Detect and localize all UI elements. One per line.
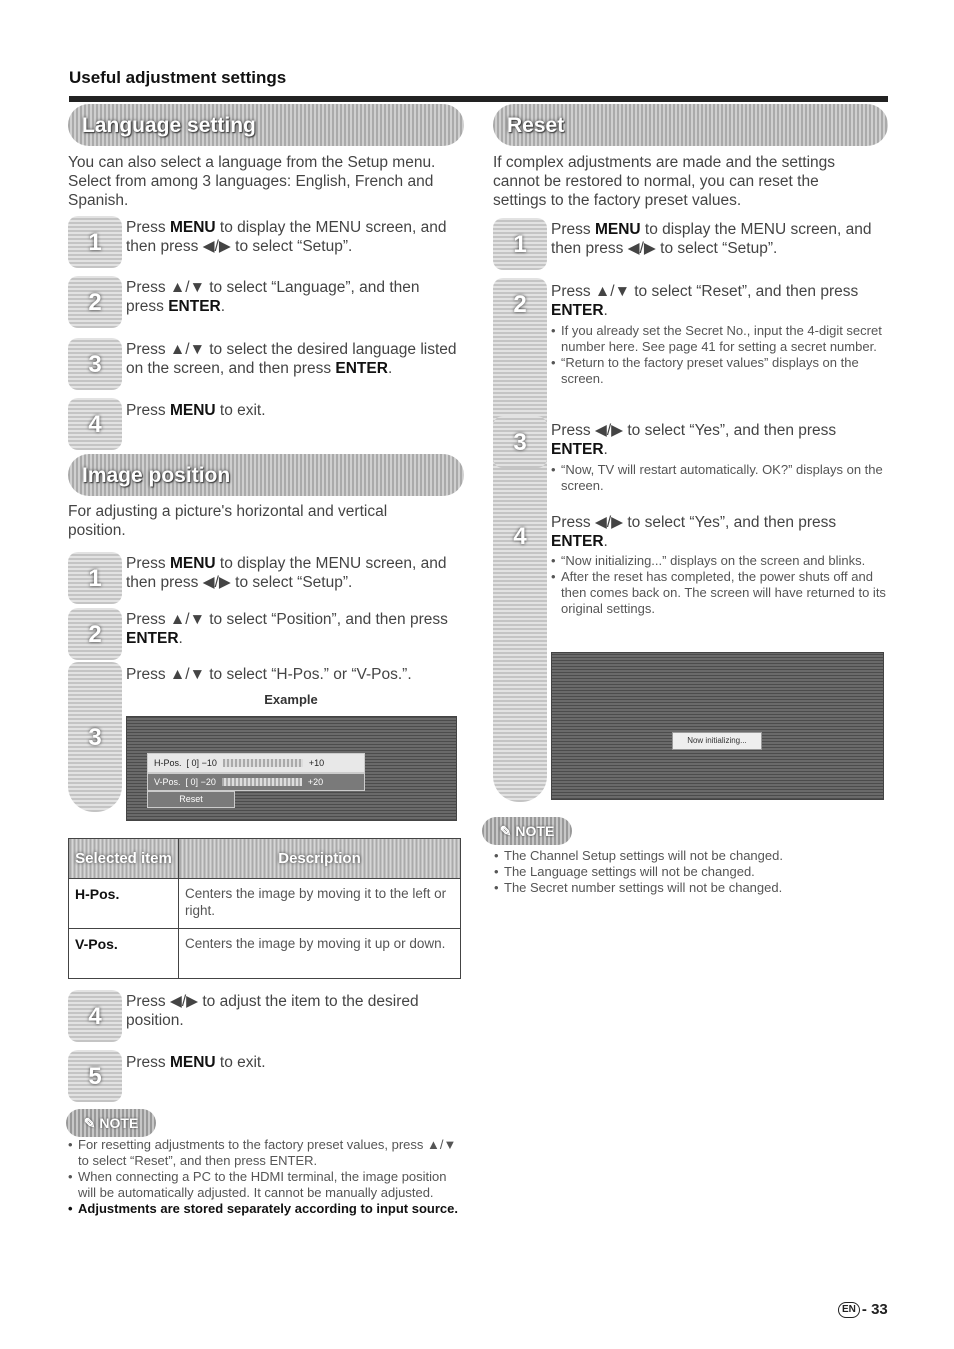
step-number-badge: 2	[493, 278, 547, 330]
osd-vpos-max: +20	[307, 776, 324, 787]
note-item: • The Language settings will not be changed.	[494, 864, 889, 880]
osd-vpos-slider	[222, 778, 302, 786]
osd-reset-row	[147, 791, 235, 808]
reset-notes	[494, 848, 889, 896]
osd-reset-label: Reset	[179, 794, 203, 804]
reset-step-4-bullets	[551, 553, 889, 617]
reset-step-3-bullets	[551, 462, 886, 494]
position-step-3: Press ▲/▼ to select “H-Pos.” or “V-Pos.”.	[126, 666, 412, 683]
step-number-badge: 4	[68, 398, 122, 450]
position-step-5: Press MENU to exit.	[126, 1054, 266, 1071]
bullet-item: • “Now initializing...” displays on the screen and blinks.	[551, 553, 889, 569]
page-footer	[838, 1300, 888, 1319]
step-number-badge: 2	[68, 276, 122, 328]
note-label: NOTE	[99, 1114, 139, 1131]
example-label: Example	[264, 692, 318, 707]
step-number-badge: 4	[493, 510, 547, 562]
bullet-item: • “Return to the factory preset values” displays on the screen.	[551, 355, 886, 387]
table-cell-desc: Centers the image by moving it to the left or right.	[179, 879, 461, 929]
table-cell-desc: Centers the image by moving it up or down.	[179, 929, 461, 979]
reset-title: Reset	[507, 113, 565, 137]
image-position-title: Image position	[82, 463, 231, 487]
note-badge	[482, 817, 572, 845]
language-intro: You can also select a language from the Setup menu. Select from among 3 languages: English, French and Spanish.	[68, 154, 436, 209]
language-badge: EN	[838, 1302, 860, 1318]
reset-intro: If complex adjustments are made and the settings cannot be restored to normal, you can reset the settings to the factory preset values.	[493, 154, 836, 209]
image-position-intro: For adjusting a picture's horizontal and vertical position.	[68, 503, 388, 539]
note-item: • When connecting a PC to the HDMI terminal, the image position will be automatically adjusted. It cannot be manually adjusted.	[68, 1169, 463, 1201]
language-setting-title: Language setting	[82, 113, 256, 137]
table-header-item: Selected item	[69, 839, 179, 879]
step-number-badge: 1	[68, 552, 122, 604]
position-notes	[68, 1137, 463, 1217]
step-number-badge: 3	[493, 416, 547, 468]
osd-hpos-label: H-Pos.	[154, 757, 182, 768]
header-rule	[69, 96, 888, 102]
reset-banner	[493, 104, 888, 146]
position-step-4: Press ◀/▶ to adjust the item to the desired position.	[126, 993, 419, 1029]
bullet-item: • If you already set the Secret No., input the 4-digit secret number here. See page 41 for setting a secret number.	[551, 323, 886, 355]
step-number-badge: 1	[68, 216, 122, 268]
table-cell-item: V-Pos.	[69, 929, 179, 979]
osd-vpos-value: [ 0]	[185, 776, 199, 787]
osd-hpos-slider	[223, 759, 303, 767]
osd-vpos-label: V-Pos.	[154, 776, 181, 787]
osd-hpos-min: −10	[201, 757, 217, 768]
step-number-badge: 2	[68, 608, 122, 660]
language-step-3: Press ▲/▼ to select the desired language listed on the screen, and then press ENTER.	[126, 341, 457, 377]
reset-step-3: Press ◀/▶ to select “Yes”, and then press ENTER.	[551, 422, 837, 458]
pencil-icon: ✎	[499, 822, 512, 839]
note-badge	[66, 1109, 156, 1137]
position-step-2: Press ▲/▼ to select “Position”, and then press ENTER.	[126, 611, 448, 647]
osd-vpos-row	[147, 773, 365, 791]
step-number-badge: 5	[68, 1050, 122, 1102]
initializing-message: Now initializing...	[672, 732, 762, 750]
language-step-2: Press ▲/▼ to select “Language”, and then press ENTER.	[126, 279, 420, 315]
bullet-item: • After the reset has completed, the power shuts off and then comes back on. The screen will have returned to its original settings.	[551, 569, 889, 617]
step-number-badge: 4	[68, 990, 122, 1042]
position-description-table	[68, 838, 461, 979]
page-number: - 33	[861, 1301, 888, 1318]
note-item: • The Secret number settings will not be changed.	[494, 880, 889, 896]
step-number-badge: 3	[68, 662, 122, 812]
reset-step-2-bullets	[551, 323, 886, 387]
step-number-badge: 3	[68, 338, 122, 390]
reset-step-4: Press ◀/▶ to select “Yes”, and then press ENTER.	[551, 514, 837, 550]
note-item: • Adjustments are stored separately according to input source.	[68, 1201, 463, 1217]
pencil-icon: ✎	[83, 1114, 96, 1131]
language-setting-banner	[68, 104, 464, 146]
note-label: NOTE	[515, 822, 555, 839]
osd-hpos-value: [ 0]	[186, 757, 200, 768]
table-header-description: Description	[179, 839, 461, 879]
osd-vpos-min: −20	[200, 776, 216, 787]
position-step-1: Press MENU to display the MENU screen, and then press ◀/▶ to select “Setup”.	[126, 555, 447, 591]
step-number-badge: 1	[493, 218, 547, 270]
image-position-banner	[68, 454, 464, 496]
table-cell-item: H-Pos.	[69, 879, 179, 929]
table-row	[69, 929, 461, 979]
osd-hpos-max: +10	[308, 757, 325, 768]
reset-step-2: Press ▲/▼ to select “Reset”, and then press ENTER.	[551, 283, 859, 319]
osd-example-screen	[126, 716, 457, 821]
note-item: • For resetting adjustments to the factory preset values, press ▲/▼ to select “Reset”, and then press ENTER.	[68, 1137, 463, 1169]
language-step-1: Press MENU to display the MENU screen, and then press ◀/▶ to select “Setup”.	[126, 219, 447, 255]
reset-step-1: Press MENU to display the MENU screen, and then press ◀/▶ to select “Setup”.	[551, 221, 872, 257]
osd-hpos-row	[147, 753, 365, 773]
language-step-4: Press MENU to exit.	[126, 402, 266, 419]
table-row	[69, 879, 461, 929]
note-item: • The Channel Setup settings will not be changed.	[494, 848, 889, 864]
initializing-screen	[551, 652, 884, 800]
bullet-item: • “Now, TV will restart automatically. OK?” displays on the screen.	[551, 462, 886, 494]
section-heading: Useful adjustment settings	[69, 68, 287, 87]
